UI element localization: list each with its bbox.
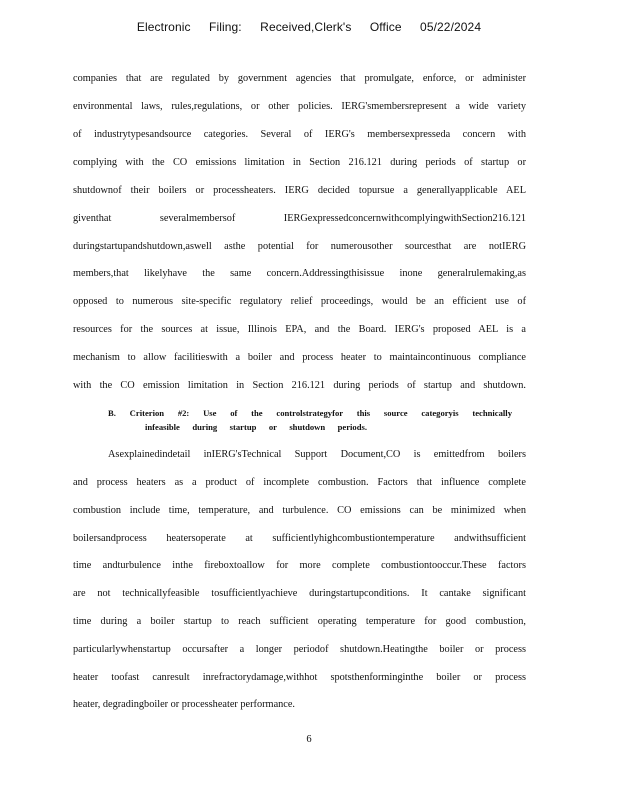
text-line: heater toofast canresult inrefractorydamage,withhot spotsthenforminginthe boiler or process: [73, 672, 526, 683]
text-line: and process heaters as a product of incomplete combustion. Factors that influence complete: [73, 477, 526, 488]
header-date: 05/22/2024: [420, 20, 482, 34]
text-line: time during a boiler startup to reach sufficient operating temperature for good combustion,: [73, 616, 526, 627]
header-part: Received,Clerk's: [260, 20, 352, 34]
text-line: companies that are regulated by government agencies that promulgate, enforce, or administer: [73, 73, 526, 84]
header-part: Office: [369, 20, 402, 34]
header-part: Filing:: [209, 20, 242, 34]
header-part: Electronic: [136, 20, 191, 34]
page-number: 6: [306, 734, 312, 745]
section-heading-continued: infeasible during startup or shutdown periods.: [145, 422, 367, 432]
text-line: opposed to numerous site-specific regulatory relief proceedings, would be an efficient use of: [73, 296, 526, 307]
text-line: of industrytypesandsource categories. Several of IERG's membersexpresseda concern with: [73, 129, 526, 140]
text-line: mechanism to allow facilitieswith a boiler and process heater to maintaincontinuous compliance: [73, 352, 526, 363]
text-line: Asexplainedindetail inIERG'sTechnical Support Document,CO is emittedfrom boilers: [108, 449, 526, 460]
text-line: duringstartupandshutdown,aswell asthe potential for numerousother sourcesthat are notIERG: [73, 241, 526, 252]
text-line: are not technicallyfeasible tosufficientlyachieve duringstartupconditions. It cantake significant: [73, 588, 526, 599]
text-line: boilersandprocess heatersoperate at sufficientlyhighcombustiontemperature andwithsufficient: [73, 533, 526, 544]
section-heading: B. Criterion #2: Use of the controlstrategyfor this source categoryis technically: [108, 408, 512, 418]
text-line: particularlywhenstartup occursafter a longer periodof shutdown.Heatingthe boiler or process: [73, 644, 526, 655]
text-line: members,that likelyhave the same concern.Addressingthisissue inone generalrulemaking,as: [73, 268, 526, 279]
text-line: with the CO emission limitation in Section 216.121 during periods of startup and shutdown.: [73, 380, 526, 391]
text-line: shutdownof their boilers or processheaters. IERG decided topursue a generallyapplicable AEL: [73, 185, 526, 196]
text-line: time andturbulence inthe fireboxtoallow for more complete combustiontooccur.These factors: [73, 560, 526, 571]
text-line: combustion include time, temperature, and turbulence. CO emissions can be minimized when: [73, 505, 526, 516]
text-line: complying with the CO emissions limitation in Section 216.121 during periods of startup or: [73, 157, 526, 168]
filing-header: [0, 20, 618, 34]
text-line: giventhat severalmembersof IERGexpressedconcernwithcomplyingwithSection216.121: [73, 213, 526, 224]
text-line: environmental laws, rules,regulations, or other policies. IERG'smembersrepresent a wide variety: [73, 101, 526, 112]
text-line: resources for the sources at issue, Illinois EPA, and the Board. IERG's proposed AEL is a: [73, 324, 526, 335]
text-line: heater, degradingboiler or processheater performance.: [73, 699, 296, 710]
